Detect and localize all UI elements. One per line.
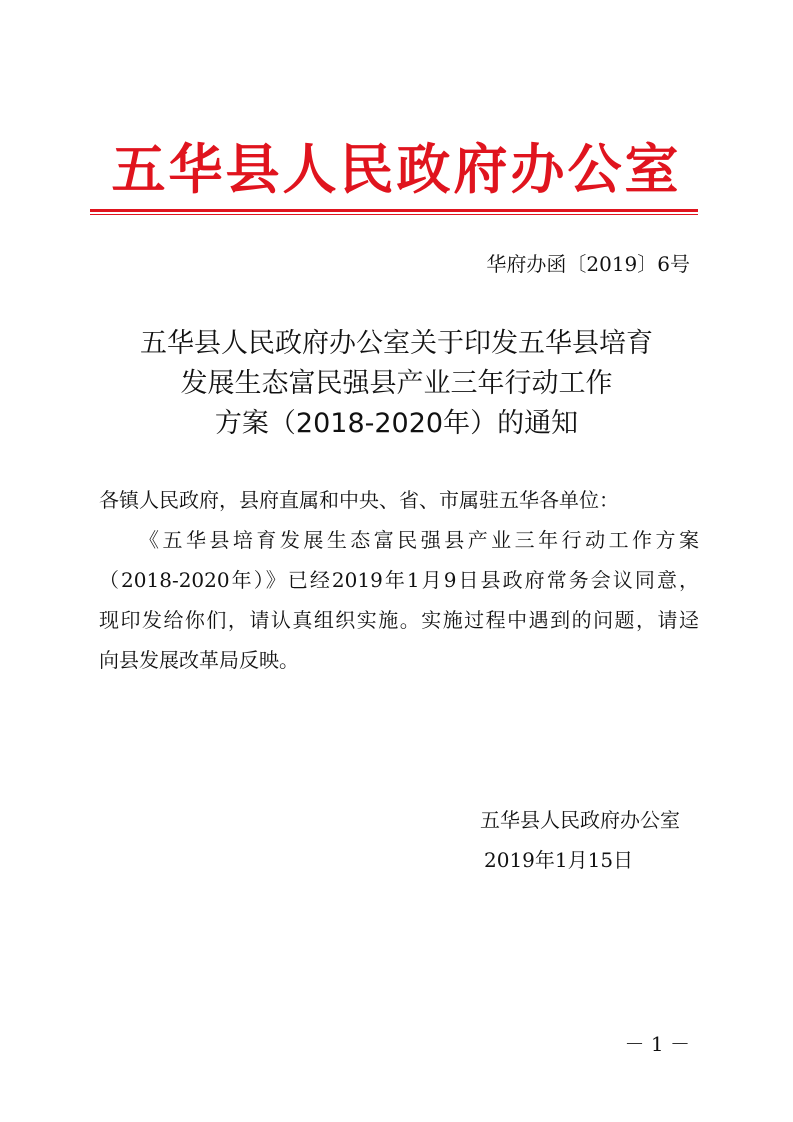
issuer-header: 五华县人民政府办公室 (111, 138, 682, 201)
signature-date: 2019年1月15日 (484, 848, 634, 872)
body-line-4: 向县发展改革局反映。 (99, 648, 299, 672)
body-line-3: 现印发给你们，请认真组织实施。实施过程中遇到的问题，请迳 (99, 608, 699, 632)
page-number: － 1 － (624, 1032, 690, 1056)
body-line-2: （2018-2020年）》已经2019年1月9日县政府常务会议同意， (99, 568, 699, 592)
body-line-1: 《五华县培育发展生态富民强县产业三年行动工作方案 (139, 528, 699, 552)
signature-org: 五华县人民政府办公室 (480, 808, 680, 832)
salutation: 各镇人民政府，县府直属和中央、省、市属驻五华各单位： (99, 488, 619, 512)
title-line-2: 发展生态富民强县产业三年行动工作 (180, 368, 613, 399)
title-line-3: 方案（2018-2020年）的通知 (214, 408, 579, 439)
red-separator-thin (90, 214, 698, 215)
title-line-1: 五华县人民政府办公室关于印发五华县培育 (140, 328, 653, 359)
document-number: 华府办函〔2019〕6号 (486, 252, 690, 276)
document-title (0, 324, 793, 444)
document-body (99, 480, 699, 680)
red-separator-thick (90, 209, 698, 212)
